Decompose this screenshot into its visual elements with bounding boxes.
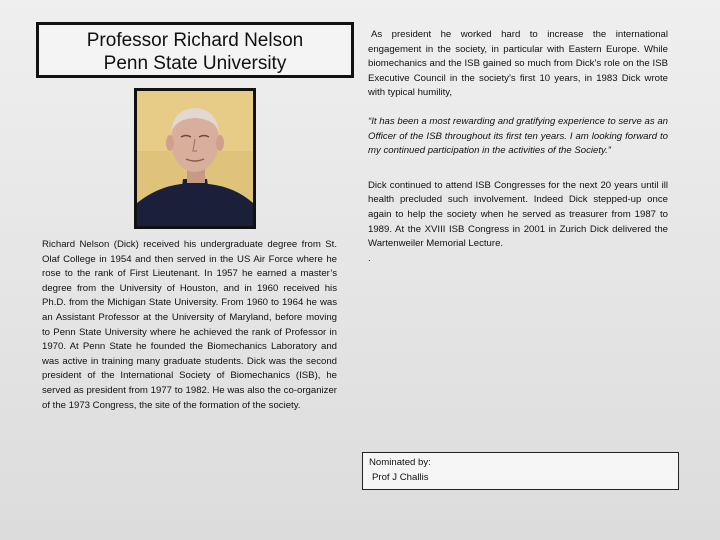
portrait-icon (137, 91, 253, 226)
humility-quote: “It has been a most rewarding and gratifying experience to serve as an Officer of the ISB throughout its first ten years. I am looking forward to my continued participation in the activities of the Society.” (368, 115, 668, 157)
later-years-paragraph (368, 179, 668, 267)
nominated-by-label: Nominated by: (369, 457, 431, 468)
page-subtitle: Penn State University (103, 53, 287, 74)
right-column (368, 28, 668, 280)
trailing-mark: . (368, 252, 371, 264)
portrait-photo (134, 88, 256, 229)
presidency-paragraph: As president he worked hard to increase the international engagement in the society, in particular with Eastern Europe. While biomechanics and the ISB gained so much from Dick’s role on the ISB Executive Council in the society’s first 10 years, in 1983 Dick wrote with typical humility, (368, 29, 668, 99)
nominator-name: Prof J Challis (372, 471, 429, 483)
page-title: Professor Richard Nelson (86, 30, 304, 51)
biography-text: Richard Nelson (Dick) received his undergraduate degree from St. Olaf College in 1954 and then served in the US Air Force where he rose to the rank of First Lieutenant. In 1957 he earned a master’s degree from the University of Houston, and in 1960 received his Ph.D. from the Michigan State University. From 1960 to 1964 he was an Assistant Professor at the University of Maryland, before moving to Penn State University where he achieved the rank of Professor in 1970. At Penn State he founded the Biomechanics Laboratory and was active in training many graduate students. Dick was the second president of the International Society of Biomechanics (ISB), he served as president from 1977 to 1982. He was also the co-organizer of the 1973 Congress, the site of the formation of the society. (42, 239, 337, 411)
later-years-text: Dick continued to attend ISB Congresses for the next 20 years until ill health precluded such involvement. Indeed Dick stepped-up once again to help the society when he served as treasurer from 1987 to 1989. At the XVIII ISB Congress in 2001 in Zurich Dick delivered the Wartenweiler Memorial Lecture. (368, 179, 668, 250)
nomination-box (362, 452, 679, 490)
title-box (36, 22, 354, 78)
